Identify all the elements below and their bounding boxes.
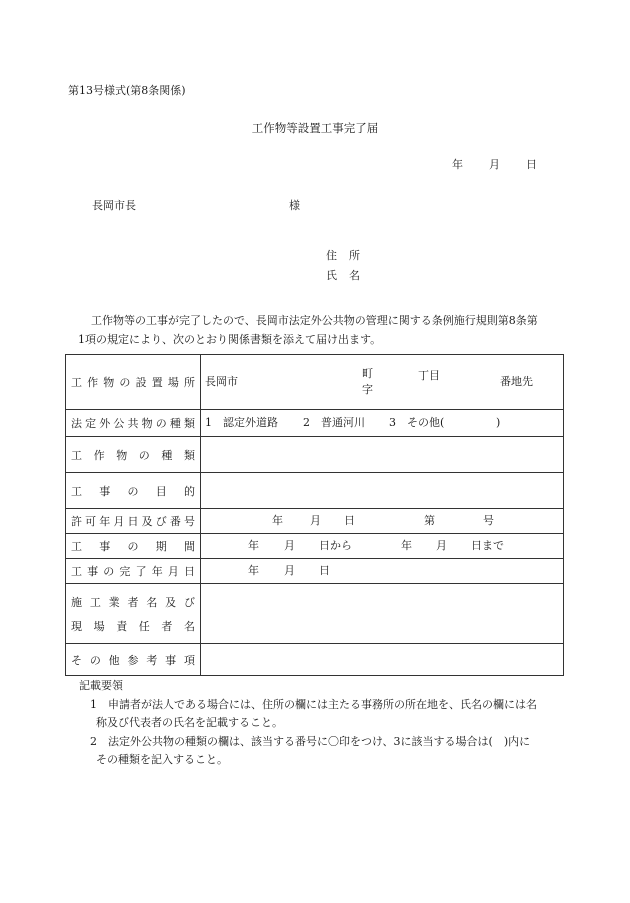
label-site-manager-name: 現 場 責 任 者 名 [71,619,195,633]
note-2-line-1: 2 法定外公共物の種類の欄は、該当する番号に〇印をつけ、3に該当する場合は( )内に [90,735,531,748]
permit-date-number-field[interactable]: 年 月 日 第 号 [201,509,564,534]
honorific: 様 [289,199,300,212]
completion-form-table [65,354,564,676]
label-installation-location: 工 作 物 の 設 置 場 所 [71,376,195,389]
cho-label: 町 [362,367,373,380]
table-row [66,534,564,559]
city-name: 長岡市 [205,375,238,388]
applicant-name-label: 氏 名 [326,269,360,282]
table-row [66,410,564,437]
work-period-field[interactable]: 年 月 日から 年 月 日まで [201,534,564,559]
option-other-close: ) [496,416,501,429]
installation-location-field[interactable] [201,355,564,410]
other-notes-field[interactable] [201,644,564,676]
label-structure-type: 工 作 物 の 種 類 [71,448,195,462]
table-row [66,437,564,473]
label-permit-date-number: 許 可 年 月 日 及 び 番 号 [71,515,195,528]
structure-type-field[interactable] [201,437,564,473]
year-label: 年 [452,158,463,171]
option-river[interactable]: 2 普通河川 [303,416,365,429]
chome-label: 丁目 [418,369,440,382]
table-row [66,355,564,410]
label-work-period: 工 事 の 期 間 [71,540,195,553]
label-public-property-type: 法 定 外 公 共 物 の 種 類 [71,417,195,430]
option-other[interactable]: 3 その他( [389,416,445,429]
addressee: 長岡市長 [92,199,136,212]
banchi-label: 番地先 [500,375,533,388]
applicant-address-label: 住 所 [326,249,360,262]
notes-title: 記載要領 [79,679,123,692]
note-1-line-2: 称及び代表者の氏名を記載すること。 [96,716,283,729]
public-property-type-field[interactable] [201,410,564,437]
note-2-line-2: その種類を記入すること。 [96,753,228,766]
label-contractor-name: 施 工 業 者 名 及 び [71,595,195,609]
body-text-line-2: 1項の規定により、次のとおり関係書類を添えて届け出ます。 [78,333,382,346]
table-row [66,644,564,676]
contractor-manager-field[interactable] [201,584,564,644]
work-purpose-field[interactable] [201,473,564,509]
month-label: 月 [489,158,500,171]
form-number: 第13号様式(第8条関係) [68,84,186,97]
option-road[interactable]: 1 認定外道路 [205,416,278,429]
label-other-notes: そ の 他 参 考 事 項 [71,653,195,667]
completion-date-field[interactable]: 年 月 日 [201,559,564,584]
submission-date [452,158,537,172]
table-row [66,584,564,644]
body-text-line-1: 工作物等の工事が完了したので、長岡市法定外公共物の管理に関する条例施行規則第8条第 [91,314,538,327]
aza-label: 字 [362,383,373,396]
label-work-purpose: 工 事 の 目 的 [71,484,195,498]
day-label: 日 [526,158,537,171]
table-row [66,509,564,534]
note-1-line-1: 1 申請者が法人である場合には、住所の欄には主たる事務所の所在地を、氏名の欄には名 [90,698,537,711]
document-title: 工作物等設置工事完了届 [251,121,379,135]
table-row [66,473,564,509]
table-row [66,559,564,584]
label-completion-date: 工 事 の 完 了 年 月 日 [71,565,195,578]
